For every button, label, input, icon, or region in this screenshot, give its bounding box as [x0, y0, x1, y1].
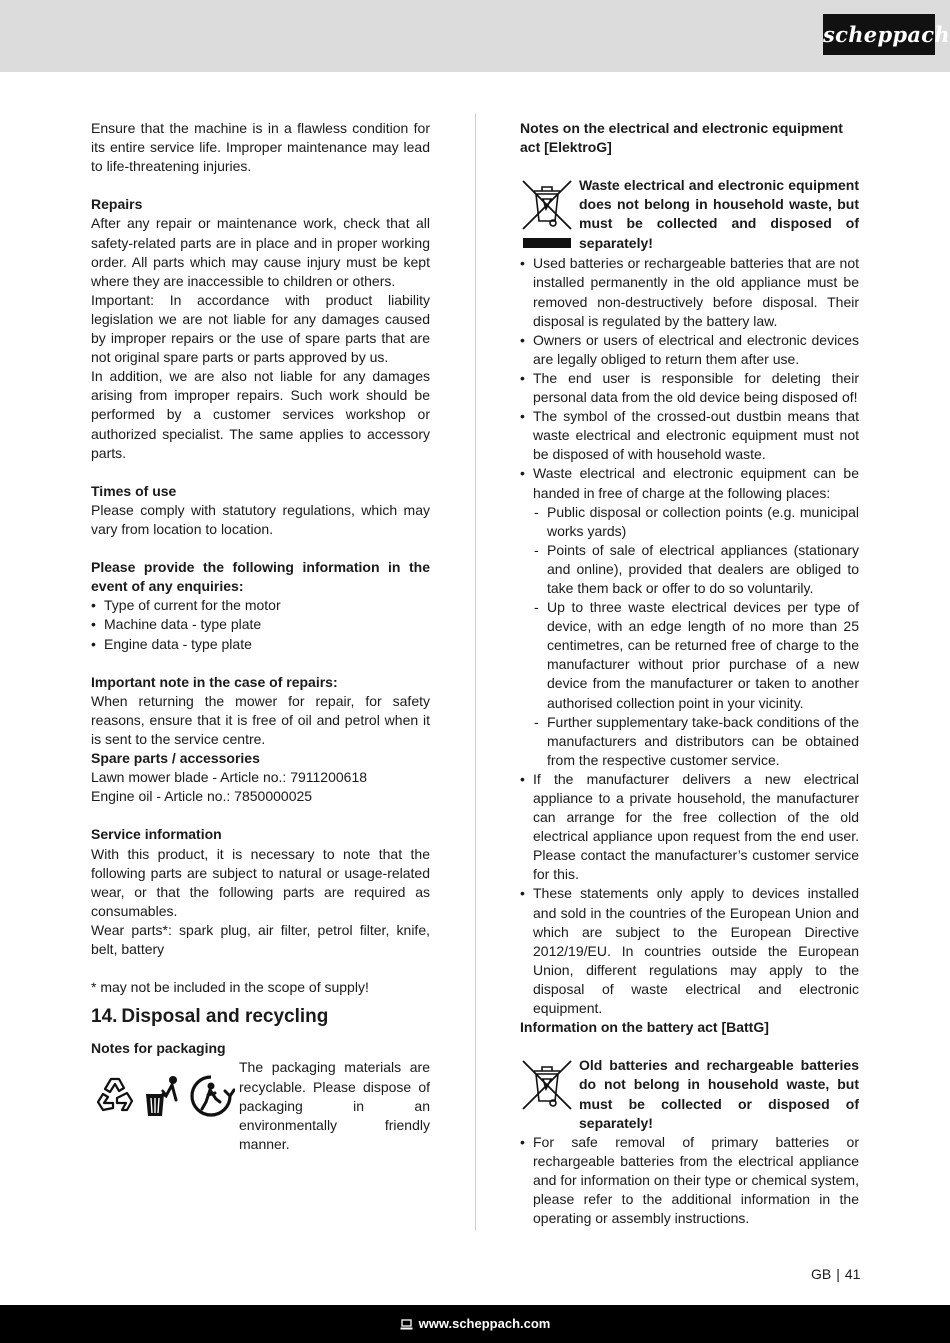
packaging-block	[91, 1058, 430, 1153]
weee-warning-text: Waste electrical and electronic equipment does not belong in household waste, but must be collected and disposed of separately!	[579, 177, 859, 251]
section-title: Disposal and recycling	[121, 1006, 329, 1028]
section-heading	[91, 1005, 430, 1029]
computer-icon	[400, 1319, 413, 1330]
packaging-heading: Notes for packaging	[91, 1040, 226, 1057]
battg-list	[520, 1133, 859, 1228]
list-item: - Public disposal or collection points (e.g. municipal works yards)	[533, 503, 859, 541]
footer-bar	[0, 1305, 950, 1343]
crossed-out-bin-icon	[520, 1057, 574, 1115]
list-item: • Owners or users of electrical and electronic devices are legally obliged to return them after use.	[520, 331, 859, 369]
footnote: * may not be included in the scope of supply!	[91, 979, 369, 996]
repairs-paragraph: In addition, we are also not liable for any damages arising from improper repairs. Such work should be performed by a customer services workshop or authorized specialist. The same applies to accessory parts.	[91, 368, 430, 461]
recycle-icon	[91, 1072, 139, 1120]
battg-heading: Information on the battery act [BattG]	[520, 1019, 769, 1036]
page-separator: |	[836, 1266, 840, 1282]
list-item-text: Waste electrical and electronic equipment can be handed in free of charge at the following places:	[533, 465, 859, 501]
spare-part-item: Lawn mower blade - Article no.: 7911200618	[91, 769, 368, 786]
times-text: Please comply with statutory regulations, which may vary from location to location.	[91, 501, 430, 537]
left-column	[91, 119, 430, 1154]
list-item: • The end user is responsible for deleting their personal data from the old device being disposed of!	[520, 369, 859, 407]
battery-warning-block	[520, 1056, 859, 1132]
column-divider	[475, 113, 476, 1231]
list-item: • Type of current for the motor	[91, 596, 430, 615]
service-paragraph: Wear parts*: spark plug, air filter, petrol filter, knife, belt, battery	[91, 921, 430, 958]
collection-places-list	[533, 503, 859, 770]
weee-warning-block	[520, 176, 859, 254]
elektrog-list	[520, 254, 859, 1018]
list-item: - Points of sale of electrical appliances (stationary and online), provided that dealers are obliged to take them back or offer to do so voluntarily.	[533, 541, 859, 598]
repairs-heading: Repairs	[91, 196, 143, 213]
website-link[interactable]: www.scheppach.com	[418, 1316, 551, 1332]
packaging-text: The packaging materials are recyclable. Please dispose of packaging in an environmentally friendly manner.	[239, 1059, 430, 1152]
repairs-note-heading: Important note in the case of repairs:	[91, 673, 338, 690]
page-language: GB	[811, 1266, 832, 1282]
repairs-note-text: When returning the mower for repair, for safety reasons, ensure that it is free of oil and petrol when it is sent to the service centre.	[91, 692, 430, 747]
list-item: • These statements only apply to devices installed and sold in the countries of the European Union and which are subject to the European Directive 2012/19/EU. In countries outside the European Union, different regulations may apply to the disposal of waste electrical and electronic equipment.	[520, 884, 859, 1018]
list-item: • If the manufacturer delivers a new electrical appliance to a private household, the manufacturer can arrange for the free collection of the old electrical appliance upon request from the end user. Please contact the manufacturer’s customer service for this.	[520, 770, 859, 885]
list-item: - Up to three waste electrical devices per type of device, with an edge length of no more than 25 centimetres, can be returned free of charge to the manufacturer without prior purchase of a new device from the manufacturer or taken to another authorised collection point in your vicinity.	[533, 598, 859, 713]
spare-parts-heading: Spare parts / accessories	[91, 750, 260, 767]
list-item: • The symbol of the crossed-out dustbin means that waste electrical and electronic equipment must not be disposed of with household waste.	[520, 407, 859, 464]
battery-warning-text: Old batteries and rechargeable batteries do not belong in household waste, but must be collected or disposed of separately!	[579, 1057, 859, 1131]
section-number: 14.	[91, 1006, 118, 1028]
service-paragraph: With this product, it is necessary to note that the following parts are subject to natural or usage-related wear, or that the following parts are required as consumables.	[91, 845, 430, 919]
spare-part-item: Engine oil - Article no.: 7850000025	[91, 788, 313, 805]
page-number	[811, 1265, 860, 1283]
list-item: • Used batteries or rechargeable batteries that are not installed permanently in the old appliance must be removed non-destructively before disposal. Their disposal is regulated by the battery law.	[520, 254, 859, 330]
list-item: - Further supplementary take-back conditions of the manufacturers and distributors can be obtained from the respective customer service.	[533, 713, 859, 770]
repairs-paragraph: Important: In accordance with product liability legislation we are not liable for any damages caused by improper repairs or the use of spare parts that are not original spare parts or parts approved by us.	[91, 291, 430, 366]
enquiries-heading: Please provide the following information in the event of any enquiries:	[91, 559, 430, 595]
service-heading: Service information	[91, 826, 222, 843]
repairs-paragraph: After any repair or maintenance work, check that all safety-related parts are in place and in proper working order. All parts which may cause injury must be kept where they are inaccessible to children or others.	[91, 215, 430, 289]
header-bar	[0, 0, 950, 72]
recycling-circle-icon	[187, 1072, 235, 1120]
list-item: • Engine data - type plate	[91, 635, 430, 654]
packaging-icons	[91, 1058, 239, 1134]
enquiries-list	[91, 596, 430, 653]
bin-disposal-icon	[141, 1072, 185, 1120]
intro-text: Ensure that the machine is in a flawless condition for its entire service life. Improper maintenance may lead to life-threatening injuries.	[91, 120, 430, 175]
list-item	[520, 464, 859, 770]
right-column	[520, 119, 859, 1228]
list-item: • For safe removal of primary batteries or rechargeable batteries from the electrical appliance and for information on their type or chemical system, please refer to the additional information in the operating or assembly instructions.	[520, 1133, 859, 1228]
times-heading: Times of use	[91, 482, 177, 499]
list-item: • Machine data - type plate	[91, 615, 430, 634]
crossed-out-bin-icon	[520, 177, 574, 249]
elektrog-heading: Notes on the electrical and electronic equipment act [ElektroG]	[520, 120, 843, 156]
brand-logo: scheppach	[823, 14, 935, 55]
page-number-value: 41	[844, 1266, 861, 1282]
